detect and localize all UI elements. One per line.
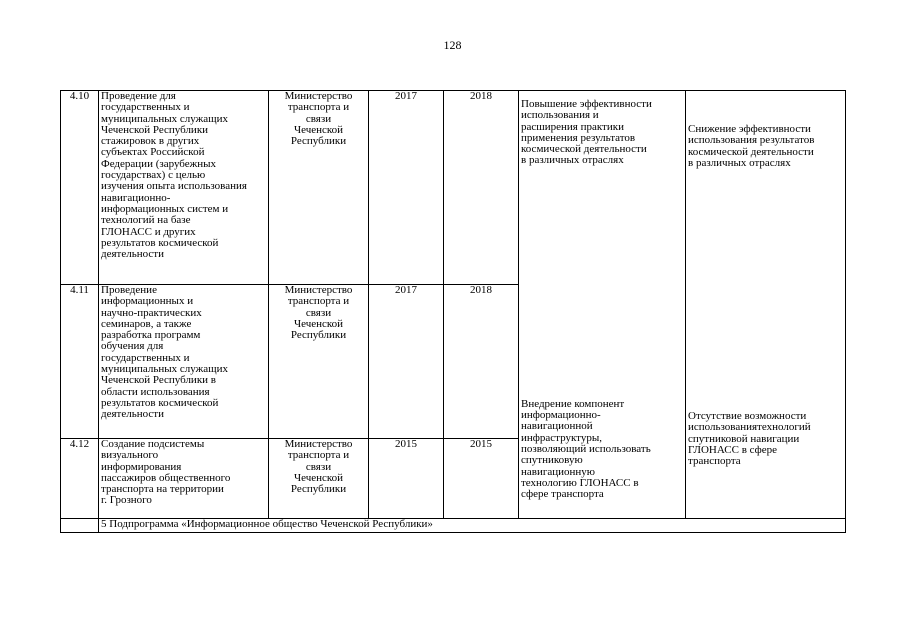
start-year: 2017 bbox=[369, 91, 444, 285]
row-number: 4.12 bbox=[61, 439, 99, 519]
expected-result-1: Повышение эффективности использования и расширения практики применения результатов космической деятельности в различных отраслях bbox=[521, 98, 652, 167]
end-year: 2015 bbox=[444, 439, 519, 519]
executor: Министерство транспорта и связи Чеченской Республики bbox=[269, 439, 369, 519]
start-year: 2017 bbox=[369, 285, 444, 439]
non-implementation-consequences bbox=[686, 91, 846, 519]
event-name: Проведение информационных и научно-практических семинаров, а также разработка программ обучения для государственных и муниципальных служащих Чеченской Республики в области использования результатов космической деятельности bbox=[99, 285, 269, 439]
row-number: 4.11 bbox=[61, 285, 99, 439]
row-number: 4.10 bbox=[61, 91, 99, 285]
empty-cell bbox=[61, 519, 99, 533]
consequence-1: Снижение эффективности использования результатов космической деятельности в различных отраслях bbox=[688, 123, 815, 169]
expected-results bbox=[519, 91, 686, 519]
executor: Министерство транспорта и связи Чеченской Республики bbox=[269, 91, 369, 285]
page-number: 128 bbox=[443, 38, 462, 52]
expected-result-2: Внедрение компонент информационно- навигационной инфраструктуры, позволяющий использовать спутниковую навигационную технологию ГЛОНАСС в сфере транспорта bbox=[521, 397, 651, 501]
subprogram-row bbox=[61, 519, 846, 533]
end-year: 2018 bbox=[444, 285, 519, 439]
start-year: 2015 bbox=[369, 439, 444, 519]
event-name: Создание подсистемы визуального информирования пассажиров общественного транспорта на территории г. Грозного bbox=[99, 439, 269, 519]
event-name: Проведение для государственных и муниципальных служащих Чеченской Республики стажировок в других субъектах Российской Федерации (зарубежных государствах) с целью изучения опыта использования навигационно- информационных систем и технологий на базе ГЛОНАСС и других результатов космической деятельности bbox=[99, 91, 269, 285]
subprogram-title: 5 Подпрограмма «Информационное общество Чеченской Республики» bbox=[99, 519, 846, 533]
executor: Министерство транспорта и связи Чеченской Республики bbox=[269, 285, 369, 439]
measures-table bbox=[60, 90, 846, 533]
consequence-2: Отсутствие возможности использованиятехнологий спутниковой навигации ГЛОНАСС в сфере транспорта bbox=[688, 410, 811, 468]
end-year: 2018 bbox=[444, 91, 519, 285]
table-row bbox=[61, 91, 846, 285]
